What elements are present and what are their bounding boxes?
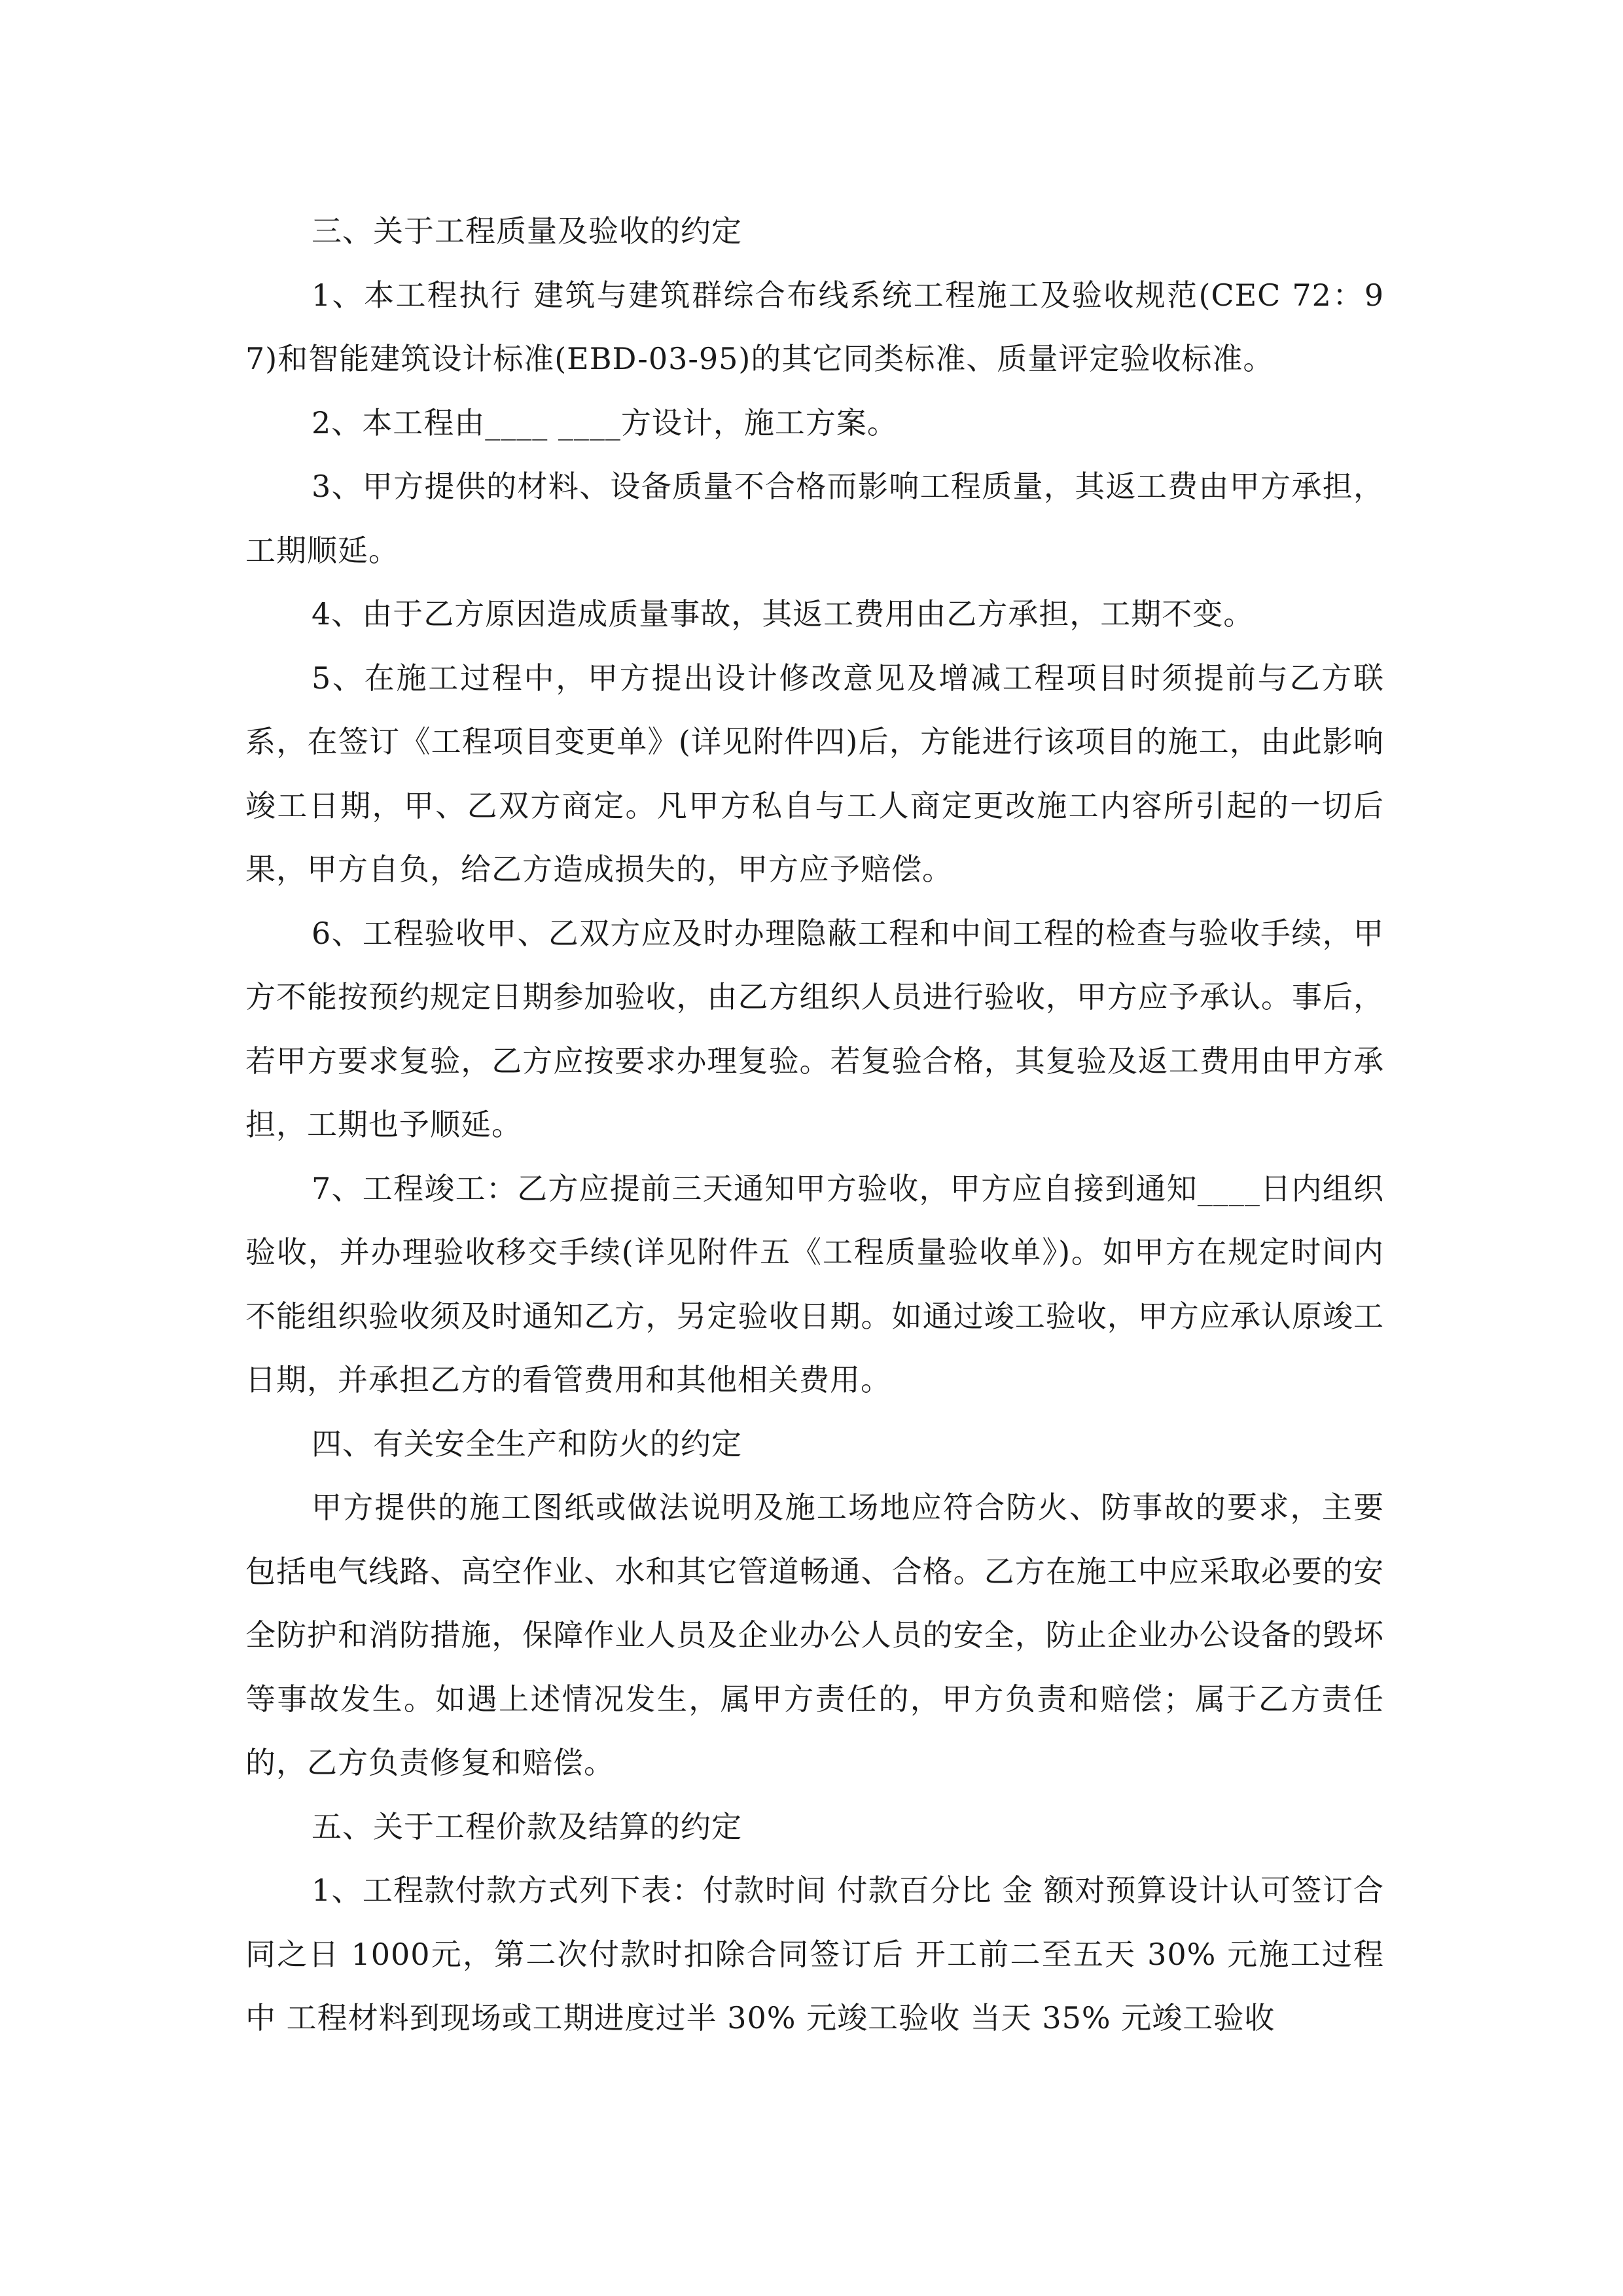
clause-design-changes: 5、在施工过程中，甲方提出设计修改意见及增减工程项目时须提前与乙方联系，在签订《工程项目变更单》(详见附件四)后，方能进行该项目的施工，由此影响竣工日期，甲、乙双方商定。凡甲方私自与工人商定更改施工内容所引起的一切后果，甲方自负，给乙方造成损失的，甲方应予赔偿。 — [245, 660, 1384, 887]
clause-party-a-materials: 3、甲方提供的材料、设备质量不合格而影响工程质量，其返工费由甲方承担，工期顺延。 — [245, 469, 1384, 568]
clause-safety-requirements: 甲方提供的施工图纸或做法说明及施工场地应符合防火、防事故的要求，主要包括电气线路、高空作业、水和其它管道畅通、合格。乙方在施工中应采取必要的安全防护和消防措施，保障作业人员及企业办公人员的安全，防止企业办公设备的毁坏等事故发生。如遇上述情况发生，属甲方责任的，甲方负责和赔偿；属于乙方责任的，乙方负责修复和赔偿。 — [245, 1490, 1384, 1780]
clause-party-b-accident: 4、由于乙方原因造成质量事故，其返工费用由乙方承担，工期不变。 — [312, 596, 1255, 632]
document-body — [245, 200, 1384, 2051]
section-heading-price-settlement: 五、关于工程价款及结算的约定 — [312, 1808, 742, 1844]
clause-design-party: 2、本工程由____ ____方设计，施工方案。 — [312, 404, 898, 440]
clause-payment-schedule: 1、工程款付款方式列下表：付款时间 付款百分比 金 额对预算设计认可签订合同之日 1000元，第二次付款时扣除合同签订后 开工前二至五天 30% 元施工过程中 工程材料到现场或工期进度过半 30% 元竣工验收 当天 35% 元竣工验收 — [245, 1873, 1384, 2036]
clause-standards: 1、本工程执行 建筑与建筑群综合布线系统工程施工及验收规范(CEC 72：97)和智能建筑设计标准(EBD-03-95)的其它同类标准、质量评定验收标准。 — [245, 277, 1384, 376]
section-heading-safety-fire: 四、有关安全生产和防火的约定 — [312, 1426, 742, 1462]
section-heading-quality-acceptance: 三、关于工程质量及验收的约定 — [312, 213, 742, 249]
clause-hidden-works-inspection: 6、工程验收甲、乙双方应及时办理隐蔽工程和中间工程的检查与验收手续，甲方不能按预约规定日期参加验收，由乙方组织人员进行验收，甲方应予承认。事后，若甲方要求复验，乙方应按要求办理复验。若复验合格，其复验及返工费用由甲方承担，工期也予顺延。 — [245, 915, 1384, 1142]
clause-completion: 7、工程竣工：乙方应提前三天通知甲方验收，甲方应自接到通知____日内组织验收，并办理验收移交手续(详见附件五《工程质量验收单》)。如甲方在规定时间内不能组织验收须及时通知乙方，另定验收日期。如通过竣工验收，甲方应承认原竣工日期，并承担乙方的看管费用和其他相关费用。 — [245, 1170, 1384, 1397]
